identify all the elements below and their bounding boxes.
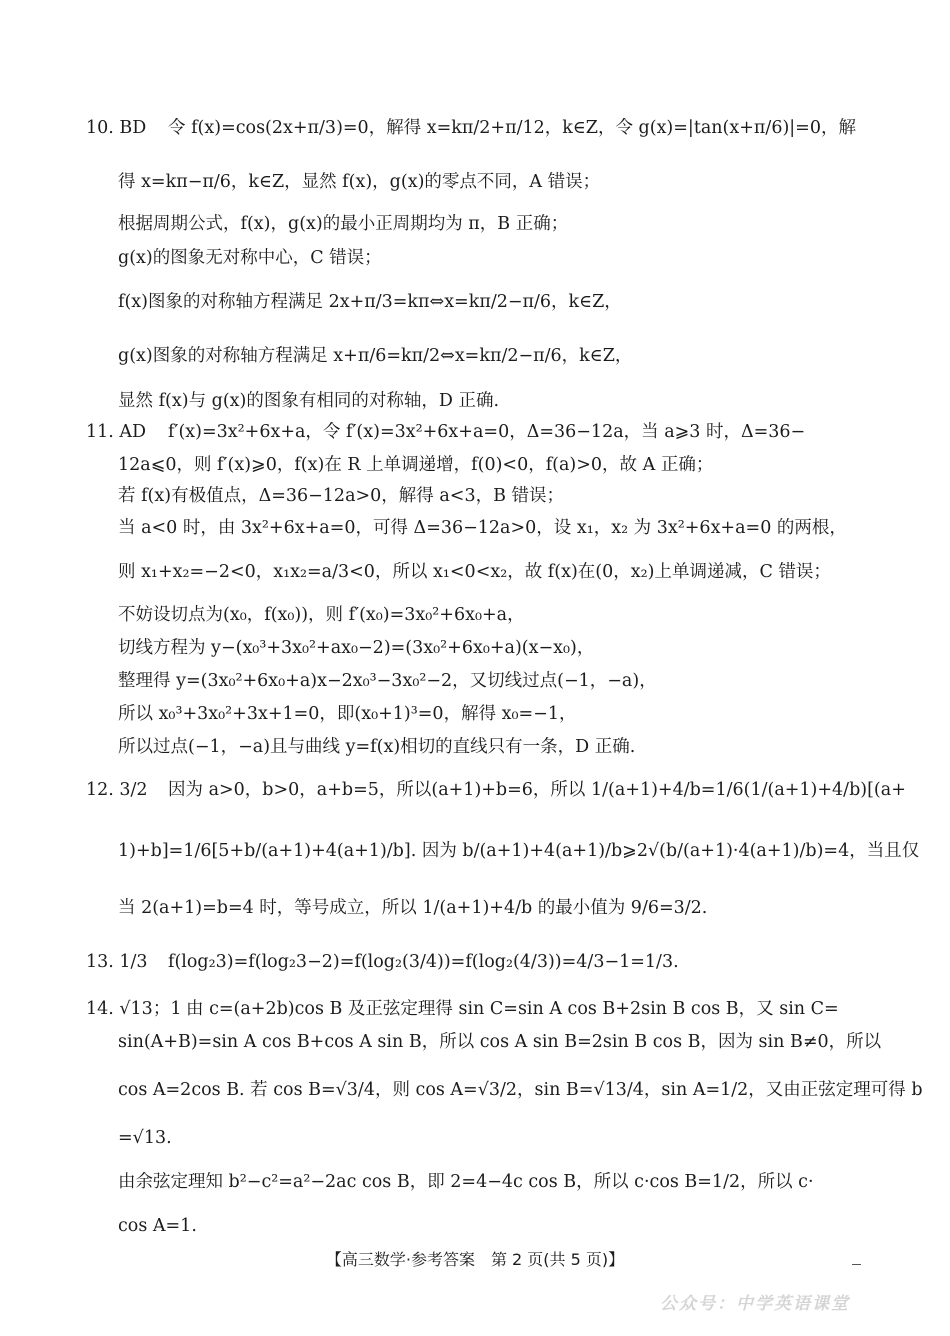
page-footer: 【高三数学·参考答案 第 2 页(共 5 页)】 — [325, 1250, 625, 1269]
q11-text: f′(x)=3x²+6x+a，令 f′(x)=3x²+6x+a=0，Δ=36−12a，当 a⩾3 时，Δ=36− — [168, 422, 806, 442]
q10-line-4: g(x)的图象无对称中心，C 错误； — [118, 248, 382, 268]
q11-line-1 — [86, 420, 805, 444]
q13-line-1 — [86, 950, 679, 974]
q14-line-5: 由余弦定理知 b²−c²=a²−2ac cos B，即 2=4−4c cos B，所以 c·cos B=1/2，所以 c· — [118, 1172, 814, 1192]
q14-line-4: =√13. — [118, 1128, 172, 1148]
divider — [852, 1264, 861, 1265]
q11-line-3: 若 f(x)有极值点，Δ=36−12a>0，解得 a<3，B 错误； — [118, 486, 565, 506]
q11-line-5: 则 x₁+x₂=−2<0，x₁x₂=a/3<0，所以 x₁<0<x₂，故 f(x)在(0，x₂)上单调递减，C 错误； — [118, 562, 831, 582]
q11-line-9: 所以 x₀³+3x₀²+3x+1=0，即(x₀+1)³=0，解得 x₀=−1， — [118, 704, 577, 724]
q13-number: 13. 1/3 — [86, 952, 148, 972]
q12-line-3: 当 2(a+1)=b=4 时，等号成立，所以 1/(a+1)+4/b 的最小值为 9/6=3/2. — [118, 898, 708, 918]
q11-line-8: 整理得 y=(3x₀²+6x₀+a)x−2x₀³−3x₀²−2，又切线过点(−1，−a)， — [118, 671, 657, 691]
q11-line-2: 12a⩽0，则 f′(x)⩾0，f(x)在 R 上单调递增，f(0)<0，f(a)>0，故 A 正确； — [118, 455, 714, 475]
q14-text: 由 c=(a+2b)cos B 及正弦定理得 sin C=sin A cos B+2sin B cos B，又 sin C= — [186, 999, 839, 1019]
q11-number: 11. AD — [86, 422, 147, 442]
q12-text: 因为 a>0，b>0，a+b=5，所以(a+1)+b=6，所以 1/(a+1)+4/b=1/6(1/(a+1)+4/b)[(a+ — [168, 780, 906, 800]
q14-line-2: sin(A+B)=sin A cos B+cos A sin B，所以 cos A sin B=2sin B cos B，因为 sin B≠0，所以 — [118, 1032, 882, 1052]
q11-line-7: 切线方程为 y−(x₀³+3x₀²+ax₀−2)=(3x₀²+6x₀+a)(x−x₀)， — [118, 638, 595, 658]
watermark: 公众号：中学英语课堂 — [660, 1294, 850, 1314]
q12-line-1 — [86, 778, 906, 802]
q10-line-3: 根据周期公式，f(x)，g(x)的最小正周期均为 π，B 正确； — [118, 214, 569, 234]
q10-text: 令 f(x)=cos(2x+π/3)=0，解得 x=kπ/2+π/12，k∈Z，令 g(x)=|tan(x+π/6)|=0，解 — [168, 118, 856, 138]
q11-line-6: 不妨设切点为(x₀，f(x₀))，则 f′(x₀)=3x₀²+6x₀+a， — [118, 605, 525, 625]
q13-text: f(log₂3)=f(log₂3−2)=f(log₂(3/4))=f(log₂(4/3))=4/3−1=1/3. — [168, 952, 679, 972]
q10-line-1 — [86, 116, 856, 140]
q10-number: 10. BD — [86, 118, 147, 138]
q14-line-3: cos A=2cos B. 若 cos B=√3/4，则 cos A=√3/2，sin B=√13/4，sin A=1/2，又由正弦定理可得 b — [118, 1080, 923, 1100]
q10-line-5: f(x)图象的对称轴方程满足 2x+π/3=kπ⇔x=kπ/2−π/6，k∈Z， — [118, 292, 622, 312]
q11-line-10: 所以过点(−1，−a)且与曲线 y=f(x)相切的直线只有一条，D 正确. — [118, 737, 636, 757]
q14-line-1 — [86, 997, 839, 1021]
q14-line-6: cos A=1. — [118, 1216, 197, 1236]
q12-line-2: 1)+b]=1/6[5+b/(a+1)+4(a+1)/b]. 因为 b/(a+1)+4(a+1)/b⩾2√(b/(a+1)·4(a+1)/b)=4，当且仅 — [118, 841, 920, 861]
q10-line-2: 得 x=kπ−π/6，k∈Z，显然 f(x)，g(x)的零点不同，A 错误； — [118, 172, 601, 192]
q14-number: 14. √13；1 — [86, 999, 182, 1019]
q12-number: 12. 3/2 — [86, 780, 148, 800]
q11-line-4: 当 a<0 时，由 3x²+6x+a=0，可得 Δ=36−12a>0，设 x₁，x₂ 为 3x²+6x+a=0 的两根， — [118, 518, 847, 538]
q10-line-6: g(x)图象的对称轴方程满足 x+π/6=kπ/2⇔x=kπ/2−π/6，k∈Z， — [118, 346, 633, 366]
q10-line-7: 显然 f(x)与 g(x)的图象有相同的对称轴，D 正确. — [118, 391, 500, 411]
